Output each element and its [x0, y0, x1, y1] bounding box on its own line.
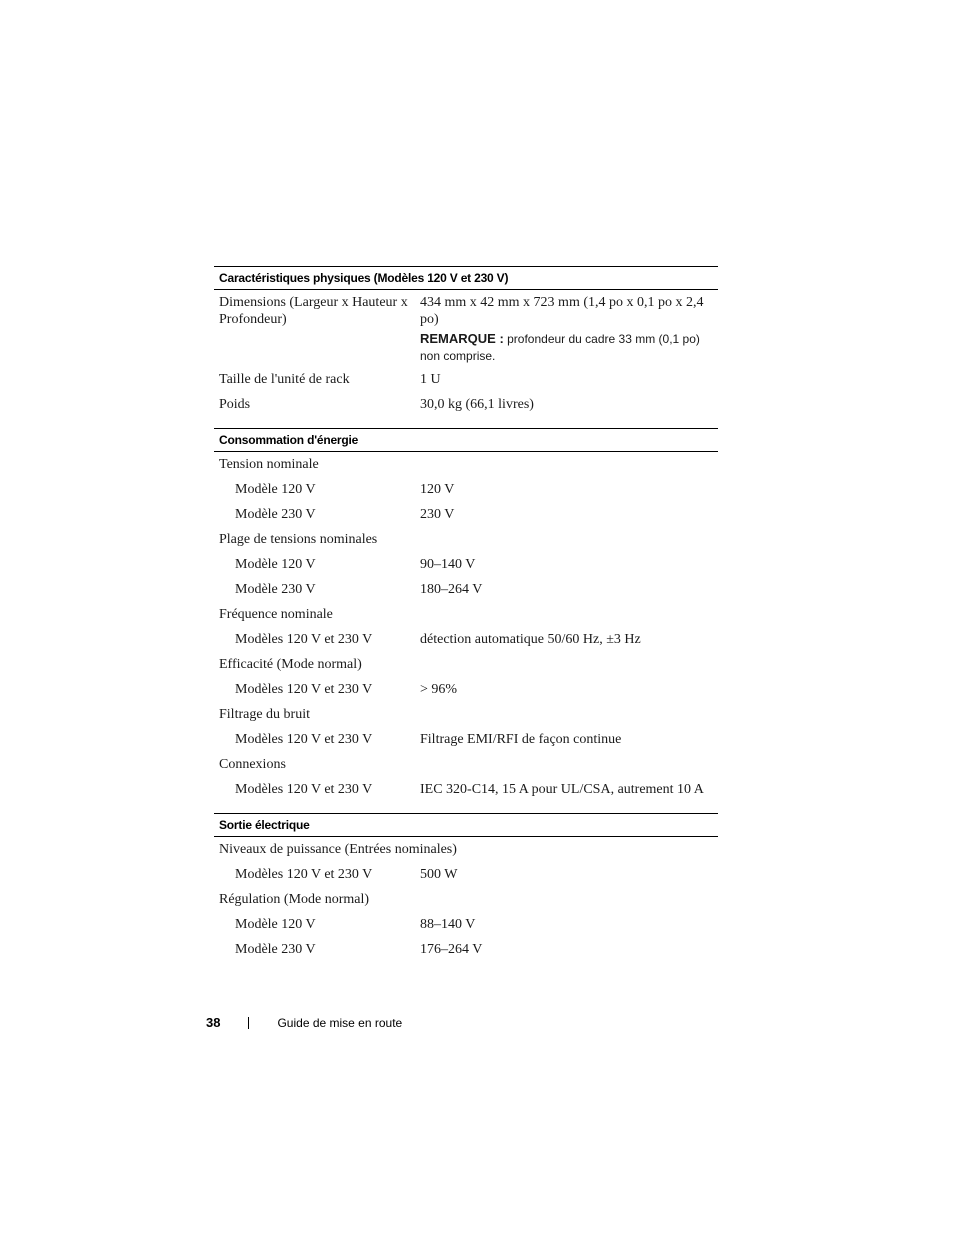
section-heading-physical: Caractéristiques physiques (Modèles 120 V et 230 V) — [214, 266, 718, 290]
spec-label: Modèles 120 V et 230 V — [235, 782, 373, 797]
spec-value — [420, 703, 718, 728]
spec-row — [214, 553, 718, 578]
spec-row — [214, 888, 718, 913]
spec-row-weight — [214, 393, 718, 418]
page-footer — [206, 1015, 402, 1030]
spec-label: Modèle 120 V — [235, 917, 316, 932]
spec-label: Poids — [219, 397, 251, 412]
spec-value: 90–140 V — [420, 557, 476, 572]
spec-row — [214, 503, 718, 528]
spec-value — [420, 528, 718, 553]
spec-value: IEC 320-C14, 15 A pour UL/CSA, autrement 10 A — [420, 782, 704, 797]
spec-label: Taille de l'unité de rack — [219, 372, 350, 387]
section-rows-electrical-output — [214, 837, 718, 963]
spec-value — [420, 453, 718, 478]
spec-value: 1 U — [420, 372, 441, 387]
spec-value — [420, 603, 718, 628]
spec-label: Dimensions (Largeur x Hauteur x Profondeur) — [219, 295, 408, 327]
spec-label: Tension nominale — [219, 457, 319, 472]
spec-value: 30,0 kg (66,1 livres) — [420, 397, 534, 412]
spec-row — [214, 728, 718, 753]
spec-row — [214, 453, 718, 478]
spec-row — [214, 528, 718, 553]
spec-value — [420, 753, 718, 778]
spec-label: Modèles 120 V et 230 V — [235, 732, 373, 747]
spec-row — [214, 863, 718, 888]
spec-label: Fréquence nominale — [219, 607, 333, 622]
spec-row — [214, 678, 718, 703]
spec-value: > 96% — [420, 682, 458, 697]
section-rows-power-consumption — [214, 452, 718, 803]
spec-row — [214, 938, 718, 963]
spec-row — [214, 653, 718, 678]
spec-table — [214, 266, 718, 963]
spec-label: Connexions — [219, 757, 286, 772]
spec-label: Filtrage du bruit — [219, 707, 310, 722]
spec-value: 434 mm x 42 mm x 723 mm (1,4 po x 0,1 po x 2,4 po) — [420, 295, 704, 327]
spec-label: Niveaux de puissance (Entrées nominales) — [219, 842, 457, 857]
note-text: profondeur du cadre 33 mm (0,1 po) non comprise. — [420, 332, 700, 363]
spec-row — [214, 478, 718, 503]
spec-label: Modèle 230 V — [235, 582, 316, 597]
note-label: REMARQUE : — [420, 331, 504, 346]
spec-label: Modèle 230 V — [235, 507, 316, 522]
spec-label: Modèle 230 V — [235, 942, 316, 957]
spec-value: 180–264 V — [420, 582, 483, 597]
spec-value: 120 V — [420, 482, 455, 497]
footer-divider — [248, 1017, 249, 1029]
spec-row — [214, 778, 718, 803]
spec-value — [420, 888, 718, 913]
page-number: 38 — [206, 1015, 221, 1030]
spec-label: Modèles 120 V et 230 V — [235, 867, 373, 882]
spec-row — [214, 838, 718, 863]
note — [420, 330, 718, 365]
spec-row — [214, 753, 718, 778]
section-heading-power-consumption: Consommation d'énergie — [214, 428, 718, 452]
spec-row — [214, 578, 718, 603]
section-heading-electrical-output: Sortie électrique — [214, 813, 718, 837]
spec-value: 500 W — [420, 867, 458, 882]
section-rows-physical — [214, 290, 718, 418]
spec-value: 88–140 V — [420, 917, 476, 932]
spec-label: Modèle 120 V — [235, 482, 316, 497]
spec-label: Modèle 120 V — [235, 557, 316, 572]
spec-label: Modèles 120 V et 230 V — [235, 682, 373, 697]
spec-row — [214, 913, 718, 938]
spec-value: Filtrage EMI/RFI de façon continue — [420, 732, 622, 747]
spec-row — [214, 628, 718, 653]
spec-row — [214, 703, 718, 728]
spec-label: Modèles 120 V et 230 V — [235, 632, 373, 647]
spec-row-dimensions — [214, 291, 718, 368]
spec-value — [420, 653, 718, 678]
spec-value: détection automatique 50/60 Hz, ±3 Hz — [420, 632, 641, 647]
document-title: Guide de mise en route — [277, 1015, 403, 1030]
spec-value-block — [420, 291, 718, 368]
spec-value: 176–264 V — [420, 942, 483, 957]
spec-label: Plage de tensions nominales — [219, 532, 378, 547]
spec-label: Efficacité (Mode normal) — [219, 657, 362, 672]
spec-row-rack-size — [214, 368, 718, 393]
spec-label: Régulation (Mode normal) — [219, 892, 370, 907]
spec-value — [514, 838, 718, 863]
spec-row — [214, 603, 718, 628]
spec-value: 230 V — [420, 507, 455, 522]
